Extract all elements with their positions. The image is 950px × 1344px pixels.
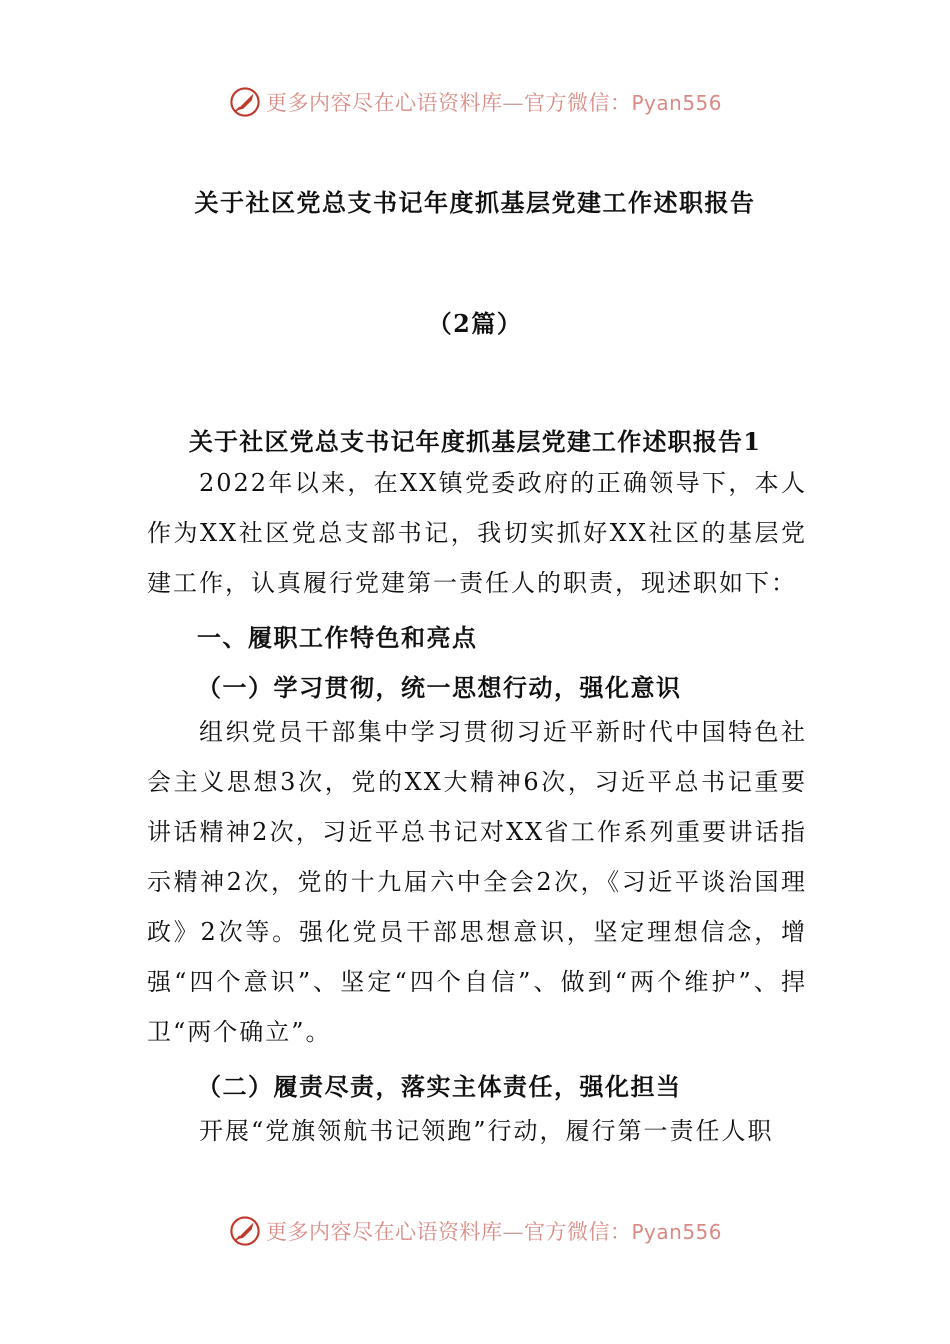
section-heading-1: 一、履职工作特色和亮点 [197, 623, 478, 652]
watermark-contact-label: 官方微信： [523, 1220, 632, 1244]
document-title: 关于社区党总支书记年度抓基层党建工作述职报告 [194, 188, 756, 217]
body-block-1 [147, 707, 807, 1057]
watermark-footer [0, 1211, 950, 1251]
quill-logo-icon [228, 85, 262, 119]
watermark-contact-id: Pyan556 [631, 91, 722, 115]
body-paragraph-2: 开展“党旗领航书记领跑”行动，履行第一责任人职 [199, 1117, 774, 1145]
watermark-header [0, 82, 950, 122]
quill-logo-icon [228, 1214, 262, 1248]
intro-paragraph: 2022年以来，在XX镇党委政府的正确领导下，本人作为XX社区党总支部书记，我切实抓好XX社区的基层党建工作，认真履行党建第一责任人的职责，现述职如下： [147, 469, 807, 597]
body-block-2 [147, 1106, 807, 1156]
watermark-brand: 更多内容尽在心语资料库 [265, 91, 503, 115]
report-title: 关于社区党总支书记年度抓基层党建工作述职报告1 [188, 427, 762, 456]
subsection-heading-1: （一）学习贯彻，统一思想行动，强化意识 [197, 673, 682, 702]
watermark-text [266, 87, 722, 117]
watermark-text [266, 1216, 722, 1246]
watermark-brand: 更多内容尽在心语资料库 [265, 1220, 503, 1244]
watermark-separator: — [502, 1220, 524, 1244]
watermark-contact-label: 官方微信： [523, 91, 632, 115]
document-count: （2篇） [427, 309, 523, 338]
watermark-separator: — [502, 91, 524, 115]
watermark-contact-id: Pyan556 [631, 1220, 722, 1244]
body-paragraph-1: 组织党员干部集中学习贯彻习近平新时代中国特色社会主义思想3次，党的XX大精神6次，习近平总书记重要讲话精神2次，习近平总书记对XX省工作系列重要讲话指示精神2次，党的十九届六中全会2次，《习近平谈治国理政》2次等。强化党员干部思想意识，坚定理想信念，增强“四个意识”、坚定“四个自信”、做到“两个维护”、捍卫“两个确立”。 [147, 718, 807, 1046]
subsection-heading-2: （二）履责尽责，落实主体责任，强化担当 [197, 1072, 682, 1101]
intro-block [147, 458, 807, 608]
